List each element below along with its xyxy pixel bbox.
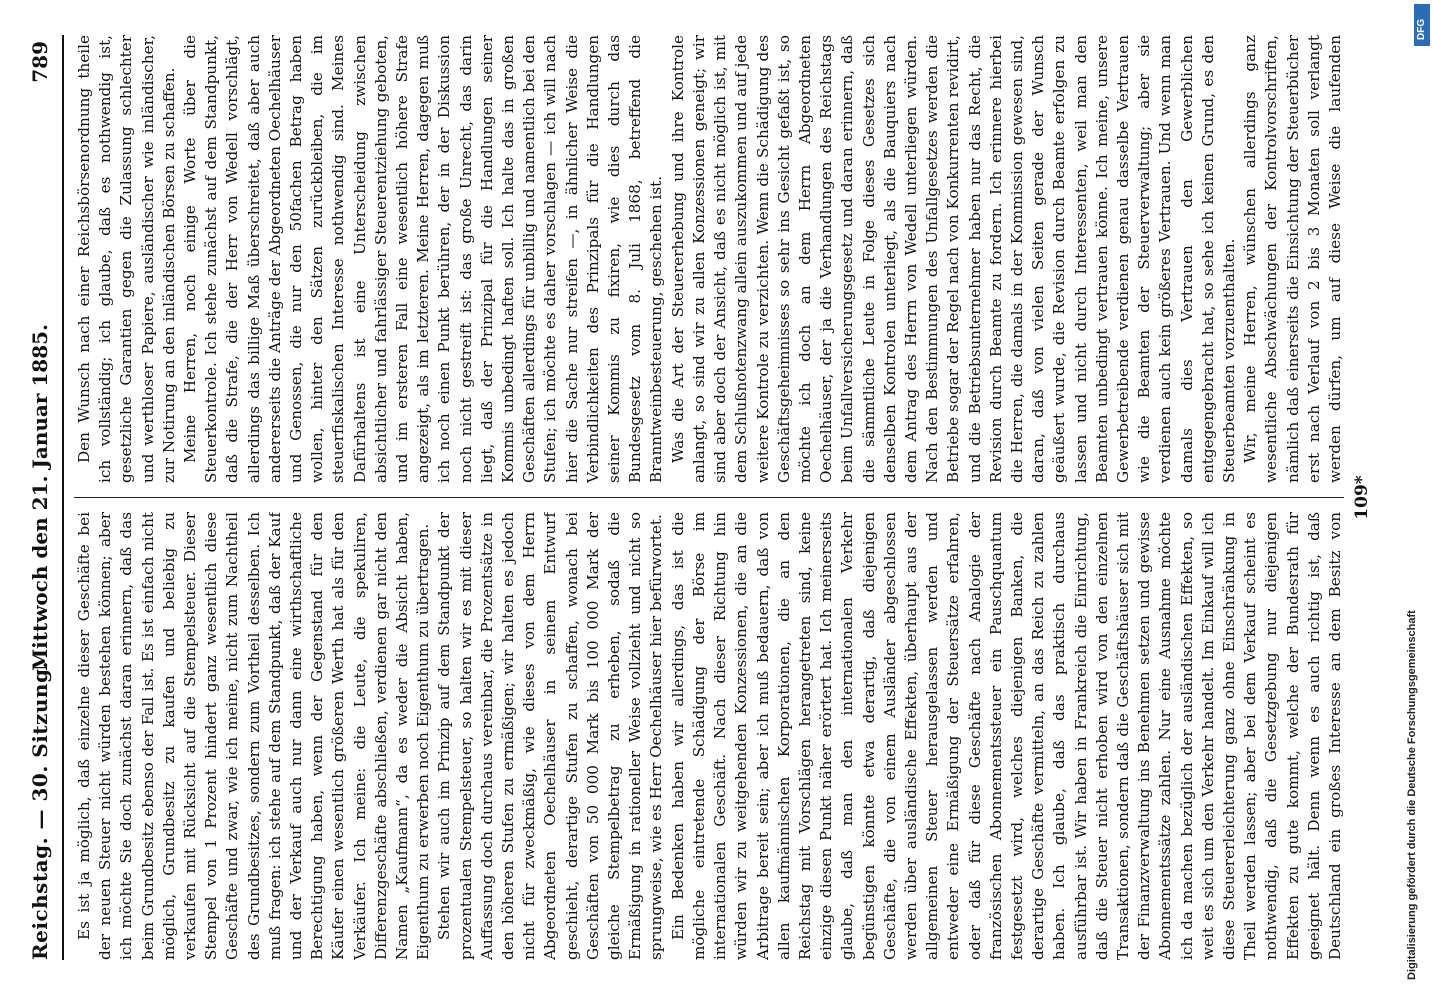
paragraph: Wir, meine Herren, wünschen allerdings ganz wesentliche Abschwächungen der Kontrolvorschriften, nämlich daß einerseits die Einsichtung der Steuerbücher erst nach Verlauf von 2 bis 3 Monaten soll verlangt werden dürfen, um auf diese Weise die laufenden — [1241, 35, 1344, 483]
digitization-credit-text: Digitalisierung gefördert durch die Deutsche Forschungsgemeinschaft — [1406, 610, 1418, 980]
dfg-logo — [1414, 4, 1430, 46]
paragraph: Ein Bedenken haben wir allerdings, das ist die mögliche eintretende Schädigung der Börse im internationalen Geschäft. Nach dieser Richtung hin würden wir zu weitgehenden Konzessionen, die an die Arbitrage bereit sein; aber ich muß bedauern, daß von allen kaufmännischen Korporationen, die an den Reichstag mit Vorschlägen herangetreten sind, keine einzige diesen Punkt näher erörtert hat. Ich meinerseits glaube, daß man den internationalen Verkehr begünstigen könnte etwa derartig, daß diejenigen Geschäfte, die von einem Ausländer abgeschlossen werden über ausländische Effekten, überhaupt aus der allgemeinen Steuer herausgelassen werden und entweder eine Ermäßigung der Steuersätze erfahren, oder daß für diese Geschäfte nach Analogie der französischen Abonnementssteuer ein Pauschquantum festgesetzt wird, welches diejenigen Banken, die derartige Geschäfte vermitteln, an das Reich zu zahlen haben. Ich glaube, daß das praktisch durchaus ausführbar ist. Wir haben in Frankreich die Einrichtung, daß die Steuer nicht erhoben wird von den einzelnen Transaktionen, sondern daß die Geschäftshäuser sich mit der Finanzverwaltung ins Benehmen setzen und gewisse Abonnementssätze zahlen. Nur eine Ausnahme möchte ich da machen bezüglich der ausländischen Effekten, so weit es sich um den Verkehr handelt. Im Einkauf will ich diese Steuererleichterung ganz ohne Einschränkung in Theil werden lassen; aber bei dem Verkauf scheint es nothwendig, daß die Gesetzgebung nur diejenigen Effekten zu gute kommt, welche der Bundesrath für geeignet hält. Denn wenn es auch richtig ist, daß Deutschland ein großes Interesse an dem Besitz von — [668, 512, 1344, 960]
dfg-logo-text: DFG — [1416, 18, 1427, 40]
running-header — [16, 35, 64, 960]
column-divider — [74, 497, 1344, 498]
page-number: 789 — [28, 41, 52, 83]
header-section-title: Reichstag. — 30. Sitzung. — [28, 661, 52, 960]
digitization-credit-strip — [1398, 0, 1432, 1000]
signature-mark: 109* — [1352, 475, 1372, 520]
paragraph: Was die Art der Steuererhebung und ihre Kontrole anlangt, so sind wir zu allen Konzessionen geneigt; wir sind aber doch der Ansicht, daß es nicht möglich ist, mit dem Schlußnotenzwang allein auszukommen und auf jede weitere Kontrole zu verzichten. Wenn die Schädigung des Geschäftsgeheimnisses so sehr ins Gesicht gefaßt ist, so möchte ich doch an dem Herrn Abgeordneten Oechelhäuser, der ja die Verhandlungen des Reichstags beim Unfallversicherungsgesetz und daran erinnern, daß die sämmtliche Leute in Folge dieses Gesetzes sich denselben Kontrolen unterliegt, als die Bauquiers nach dem Antrag des Herrn von Wedell unterliegen würden. Nach den Bestimmungen des Unfallgesetzes werden die Betriebe sogar der Regel nach von Konkurrenten revidirt, und die Betriebsunternehmer haben nur das Recht, die Revision durch Beamte zu fordern. Ich erinnere hierbei die Herren, die damals in der Kommission gewesen sind, daran, daß von vielen Seiten gerade der Wunsch geäußert wurde, die Revision durch Beamte erfolgen zu lassen und nicht durch Interessenten, weil man den Beamten unbedingt vertrauen könne. Ich meine, unsere Gewerbetreibende verdienen genau dasselbe Vertrauen wie die Beamten der Steuerverwaltung; aber sie verdienen auch kein größeres Vertrauen. Und wenn man damals dies Vertrauen den Gewerblichen entgegengebracht hat, so sehe ich keinen Grund, es den Steuerbeamten vorzuenthalten. — [668, 35, 1238, 483]
paragraph: Den Wunsch nach einer Reichsbörsenordnung theile ich vollständig; ich glaube, daß es nothwendig ist, gesetzliche Garantien gegen die Zulassung schlechter und werthloser Papiere, ausländischer wie inländischer, zur Notirung an den inländischen Börsen zu schaffen. — [75, 35, 178, 483]
header-date: Mittwoch den 21. Januar 1885. — [28, 324, 52, 672]
paragraph: Stehen wir auch im Prinzip auf dem Standpunkt der prozentualen Stempelsteuer, so halten wir es mit dieser Auffassung doch durchaus vereinbar, die Prozentsätze in den höheren Stufen zu ermäßigen; wir halten es jedoch nicht für zweckmäßig, wie dieses von dem Herrn Abgeordneten Oechelhäuser in seinem Entwurf geschieht, derartige Stufen zu schaffen, wonach bei Geschäften von 50 000 Mark bis 100 000 Mark der gleiche Stempelbetrag zu erheben, sodaß die Ermäßigung in rationeller Weise vollzieht und nicht so sprungweise, wie es Herr Oechelhäuser hier befürwortet. — [435, 512, 666, 960]
right-text-column — [74, 35, 1344, 483]
paragraph: Es ist ja möglich, daß einzelne dieser Geschäfte bei der neuen Steuer nicht würden bestehen können; aber ich möchte Sie doch zunächst daran erinnern, daß das beim Grundbesitz ebenso der Fall ist. Es ist einfach nicht möglich, Grundbesitz zu kaufen und beliebig zu verkaufen mit Rücksicht auf die Stempelsteuer. Dieser Stempel von 1 Prozent hindert ganz wesentlich diese Geschäfte und zwar, wie ich meine, nicht zum Nachtheil des Grundbesitzes, sondern zum Vortheil desselben. Ich muß fragen: ich stehe auf dem Standpunkt, daß der Kauf und der Verkauf auch nur dann eine wirthschaftliche Berechtigung haben, wenn der Gegenstand für den Käufer einen wesentlich größeren Werth hat als für den Verkäufer. Ich meine: die Leute, die spekuliren, Differenzgeschäfte abschließen, verdienen gar nicht den Namen „Kaufmann“, da es weder die Absicht haben, Eigenthum zu erwerben noch Eigenthum zu übertragen. — [75, 512, 433, 960]
paragraph: Meine Herren, noch einige Worte über die Steuerkontrole. Ich stehe zunächst auf dem Standpunkt, daß die Strafe, die der Herr von Wedell vorschlägt, allerdings das billige Maß überschreitet, daß aber auch andererseits die Anträge der Abgeordneten Oechelhäuser und Genossen, die nur den 50fachen Betrag haben wollen, hinter den Sätzen zurückbleiben, die im steuerfiskalischen Interesse nothwendig sind. Meines Dafürhaltens ist eine Unterscheidung zwischen absichtlicher und fahrlässiger Steuerentziehung geboten, und im ersteren Fall eine wesentlich höhere Strafe angezeigt, als im letzteren. Meine Herren, dagegen muß ich noch einen Punkt berühren, der in der Diskussion noch nicht gestreift ist: das große Unrecht, das darin liegt, daß der Prinzipal für die Handlungen seiner Kommis unbedingt haften soll. Ich halte das in großen Geschäften allerdings für unbillig und namentlich bei den Stufen; ich möchte es daher vorschlagen — ich will nach hier die Sache nur streifen —, in ähnlicher Weise die Verbindlichkeiten des Prinzipals für die Handlungen seiner Kommis zu fixiren, wie dies durch das Bundesgesetz vom 8. Juli 1868, betreffend die Branntweinbesteuerung, geschehen ist. — [181, 35, 666, 483]
left-text-column — [74, 512, 1344, 960]
